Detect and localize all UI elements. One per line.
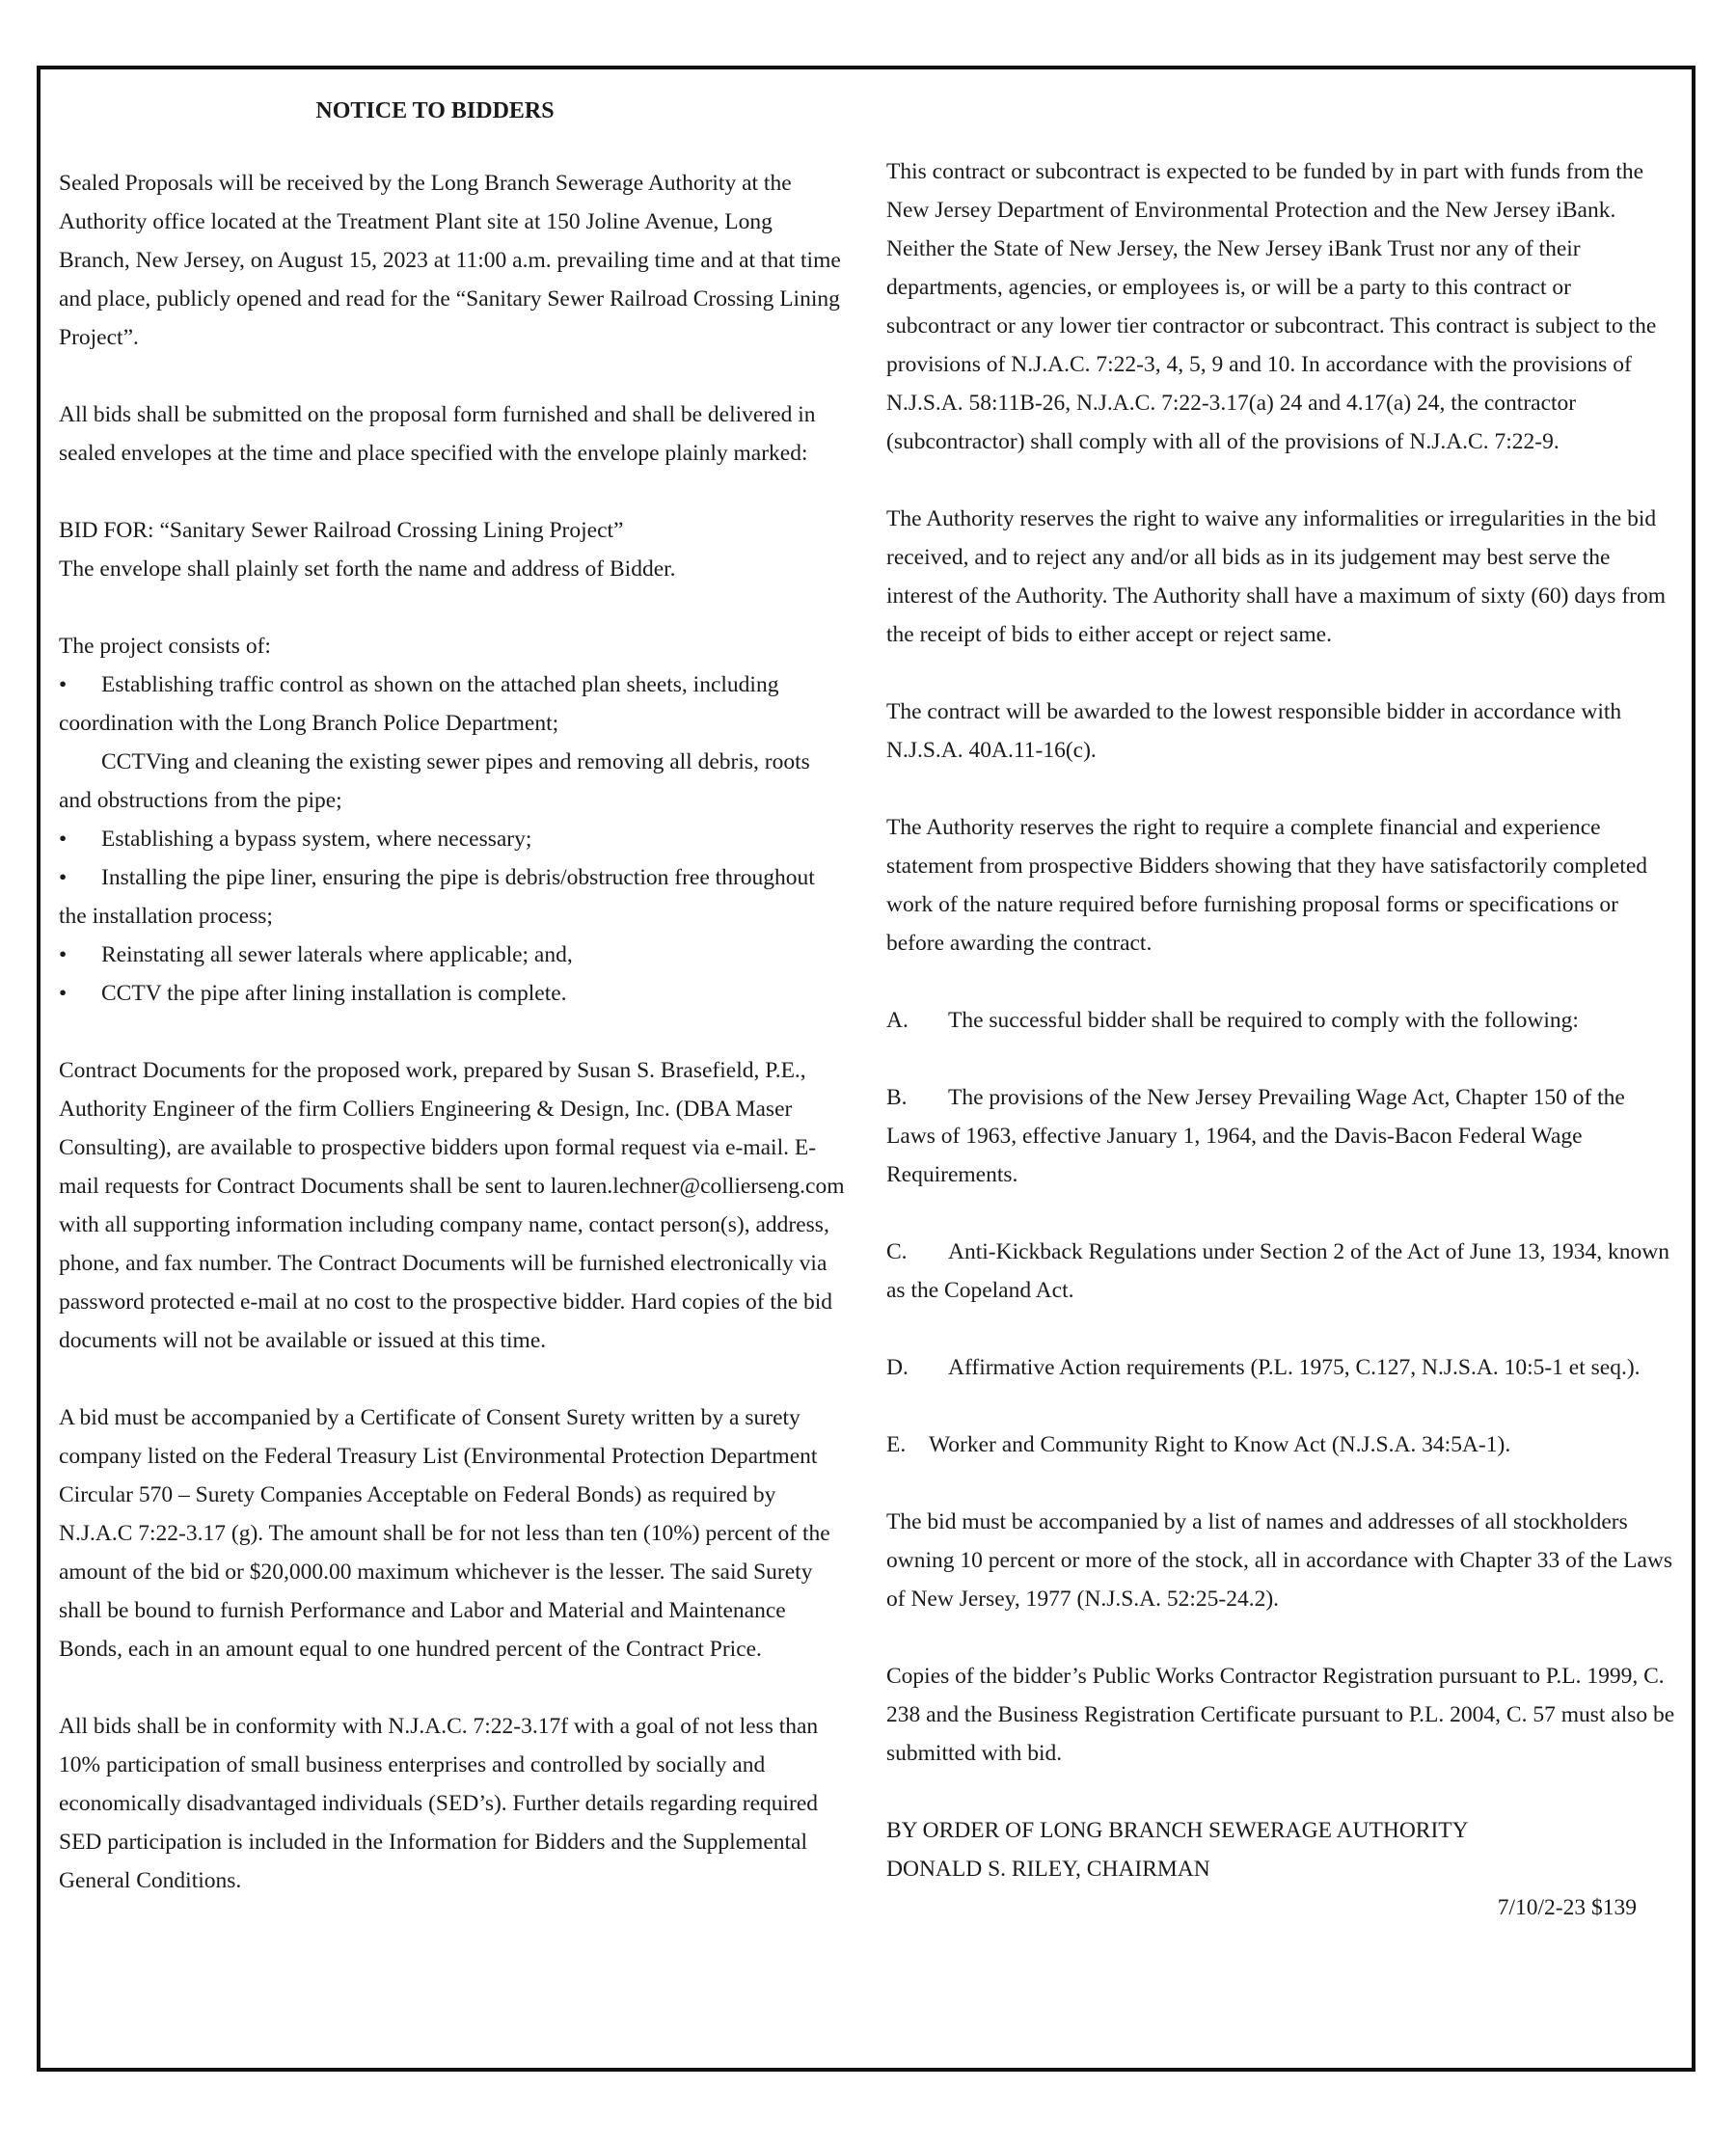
item-letter: C.	[886, 1239, 908, 1264]
order-line: BY ORDER OF LONG BRANCH SEWERAGE AUTHORITY	[886, 1818, 1469, 1843]
funding-paragraph: This contract or subcontract is expected to be funded by in part with funds from the New Jersey Department of Environmental Protection and the New Jersey iBank. Neither the State of New Jersey, the New Jersey iBank Trust nor any of their departments, agencies, or employees is, or will be a party to this contract or subcontract or any lower tier contractor or subcontract. This contract is subject to the provisions of N.J.A.C. 7:22-3, 4, 5, 9 and 10. In accordance with the provisions of N.J.S.A. 58:11B-26, N.J.A.C. 7:22-3.17(a) 24 and 4.17(a) 24, the contractor (subcontractor) shall comply with all of the provisions of N.J.A.C. 7:22-9.	[886, 159, 1657, 454]
item-letter: B.	[886, 1085, 908, 1110]
bullet-marker: •	[59, 827, 68, 852]
stockholders-paragraph: The bid must be accompanied by a list of names and addresses of all stockholders owning 10 percent or more of the stock, all in accordance with Chapter 33 of the Laws of New Jersey, 1977 (N.J.S.A. 52:25-24.2).	[886, 1509, 1673, 1612]
bullet-marker: •	[59, 981, 68, 1006]
surety-paragraph: A bid must be accompanied by a Certificate of Consent Surety written by a surety company listed on the Federal Treasury List (Environmental Protection Department Circular 570 – Surety Companies Acceptable on Federal Bonds) as required by N.J.A.C 7:22-3.17 (g). The amount shall be for not less than ten (10%) percent of the amount of the bid or $20,000.00 maximum whichever is the lesser. The said Surety shall be bound to furnish Performance and Labor and Material and Maintenance Bonds, each in an amount equal to one hundred percent of the Contract Price.	[59, 1405, 830, 1662]
financial-statement-paragraph: The Authority reserves the right to require a complete financial and experience statement from prospective Bidders showing that they have satisfactorily completed work of the nature required before furnishing proposal forms or specifications or before awarding the contract.	[886, 815, 1647, 956]
signature-block	[886, 1811, 1677, 1927]
registration-paragraph: Copies of the bidder’s Public Works Contractor Registration pursuant to P.L. 1999, C. 238 and the Business Registration Certificate pursuant to P.L. 2004, C. 57 must also be submitted with bid.	[886, 1664, 1675, 1766]
item-letter: D.	[886, 1355, 909, 1380]
list-item-text: Establishing a bypass system, where necessary;	[101, 827, 532, 852]
waiver-paragraph: The Authority reserves the right to waive any informalities or irregularities in the bid received, and to reject any and/or all bids as in its judgement may best serve the interest of the Authority. The Authority shall have a maximum of sixty (60) days from the receipt of bids to either accept or reject same.	[886, 506, 1666, 647]
list-item-text: CCTVing and cleaning the existing sewer pipes and removing all debris, roots and obstructions from the pipe;	[59, 749, 810, 813]
item-letter: A.	[886, 1008, 909, 1033]
lettered-item	[886, 1348, 1677, 1387]
list-item-text: Establishing traffic control as shown on the attached plan sheets, including coordination with the Long Branch Police Department;	[59, 672, 779, 736]
left-column	[59, 92, 848, 1939]
bullet-marker: •	[59, 672, 68, 697]
list-item	[59, 936, 848, 974]
right-column	[886, 152, 1677, 1927]
award-paragraph: The contract will be awarded to the lowest responsible bidder in accordance with N.J.S.A. 40A.11-16(c).	[886, 699, 1622, 763]
sed-participation-paragraph: All bids shall be in conformity with N.J.A.C. 7:22-3.17f with a goal of not less than 10% participation of small business enterprises and controlled by socially and economically disadvantaged individuals (SED’s). Further details regarding required SED participation is included in the Information for Bidders and the Supplemental General Conditions.	[59, 1714, 819, 1893]
publication-reference: 7/10/2-23 $139	[1497, 1895, 1637, 1920]
list-item	[59, 820, 848, 858]
bullet-marker: •	[59, 865, 68, 890]
project-scope	[59, 627, 848, 1013]
lettered-item	[886, 1233, 1677, 1310]
item-text: The successful bidder shall be required to comply with the following:	[948, 1008, 1579, 1033]
lettered-item	[886, 1425, 1677, 1464]
item-text: Worker and Community Right to Know Act (N.J.S.A. 34:5A-1).	[929, 1432, 1511, 1457]
signer-line: DONALD S. RILEY, CHAIRMAN	[886, 1857, 1210, 1882]
bid-for-block	[59, 511, 848, 588]
list-item	[59, 974, 848, 1013]
contract-documents-paragraph: Contract Documents for the proposed work, prepared by Susan S. Brasefield, P.E., Authority Engineer of the firm Colliers Engineering & Design, Inc. (DBA Maser Consulting), are available to prospective bidders upon formal request via e-mail. E-mail requests for Contract Documents shall be sent to lauren.lechner@collierseng.com with all supporting information including company name, contact person(s), address, phone, and fax number. The Contract Documents will be furnished electronically via password protected e-mail at no cost to the prospective bidder. Hard copies of the bid documents will not be available or issued at this time.	[59, 1058, 845, 1353]
list-item	[59, 858, 848, 936]
bullet-marker: •	[59, 942, 68, 967]
intro-paragraph: Sealed Proposals will be received by the Long Branch Sewerage Authority at the Authority office located at the Treatment Plant site at 150 Joline Avenue, Long Branch, New Jersey, on August 15, 2023 at 11:00 a.m. prevailing time and at that time and place, publicly opened and read for the “Sanitary Sewer Railroad Crossing Lining Project”.	[59, 171, 841, 350]
bid-for-line: BID FOR: “Sanitary Sewer Railroad Crossing Lining Project”	[59, 518, 624, 543]
item-text: Anti-Kickback Regulations under Section 2 of the Act of June 13, 1934, known as the Copeland Act.	[886, 1239, 1669, 1303]
list-item-text: Reinstating all sewer laterals where applicable; and,	[101, 942, 573, 967]
list-item	[59, 665, 848, 743]
list-item-text: Installing the pipe liner, ensuring the pipe is debris/obstruction free throughout the installation process;	[59, 865, 815, 929]
list-item-text: CCTV the pipe after lining installation is complete.	[101, 981, 567, 1006]
list-item	[59, 743, 848, 820]
lettered-item	[886, 1001, 1677, 1040]
item-text: Affirmative Action requirements (P.L. 1975, C.127, N.J.S.A. 10:5-1 et seq.).	[948, 1355, 1641, 1380]
envelope-line: The envelope shall plainly set forth the name and address of Bidder.	[59, 556, 676, 582]
lettered-item	[886, 1078, 1677, 1194]
page-title: NOTICE TO BIDDERS	[315, 98, 555, 123]
item-text: The provisions of the New Jersey Prevailing Wage Act, Chapter 150 of the Laws of 1963, effective January 1, 1964, and the Davis-Bacon Federal Wage Requirements.	[886, 1085, 1625, 1187]
item-letter: E.	[886, 1432, 907, 1457]
submission-paragraph: All bids shall be submitted on the proposal form furnished and shall be delivered in sealed envelopes at the time and place specified with the envelope plainly marked:	[59, 402, 816, 466]
project-intro: The project consists of:	[59, 634, 271, 659]
